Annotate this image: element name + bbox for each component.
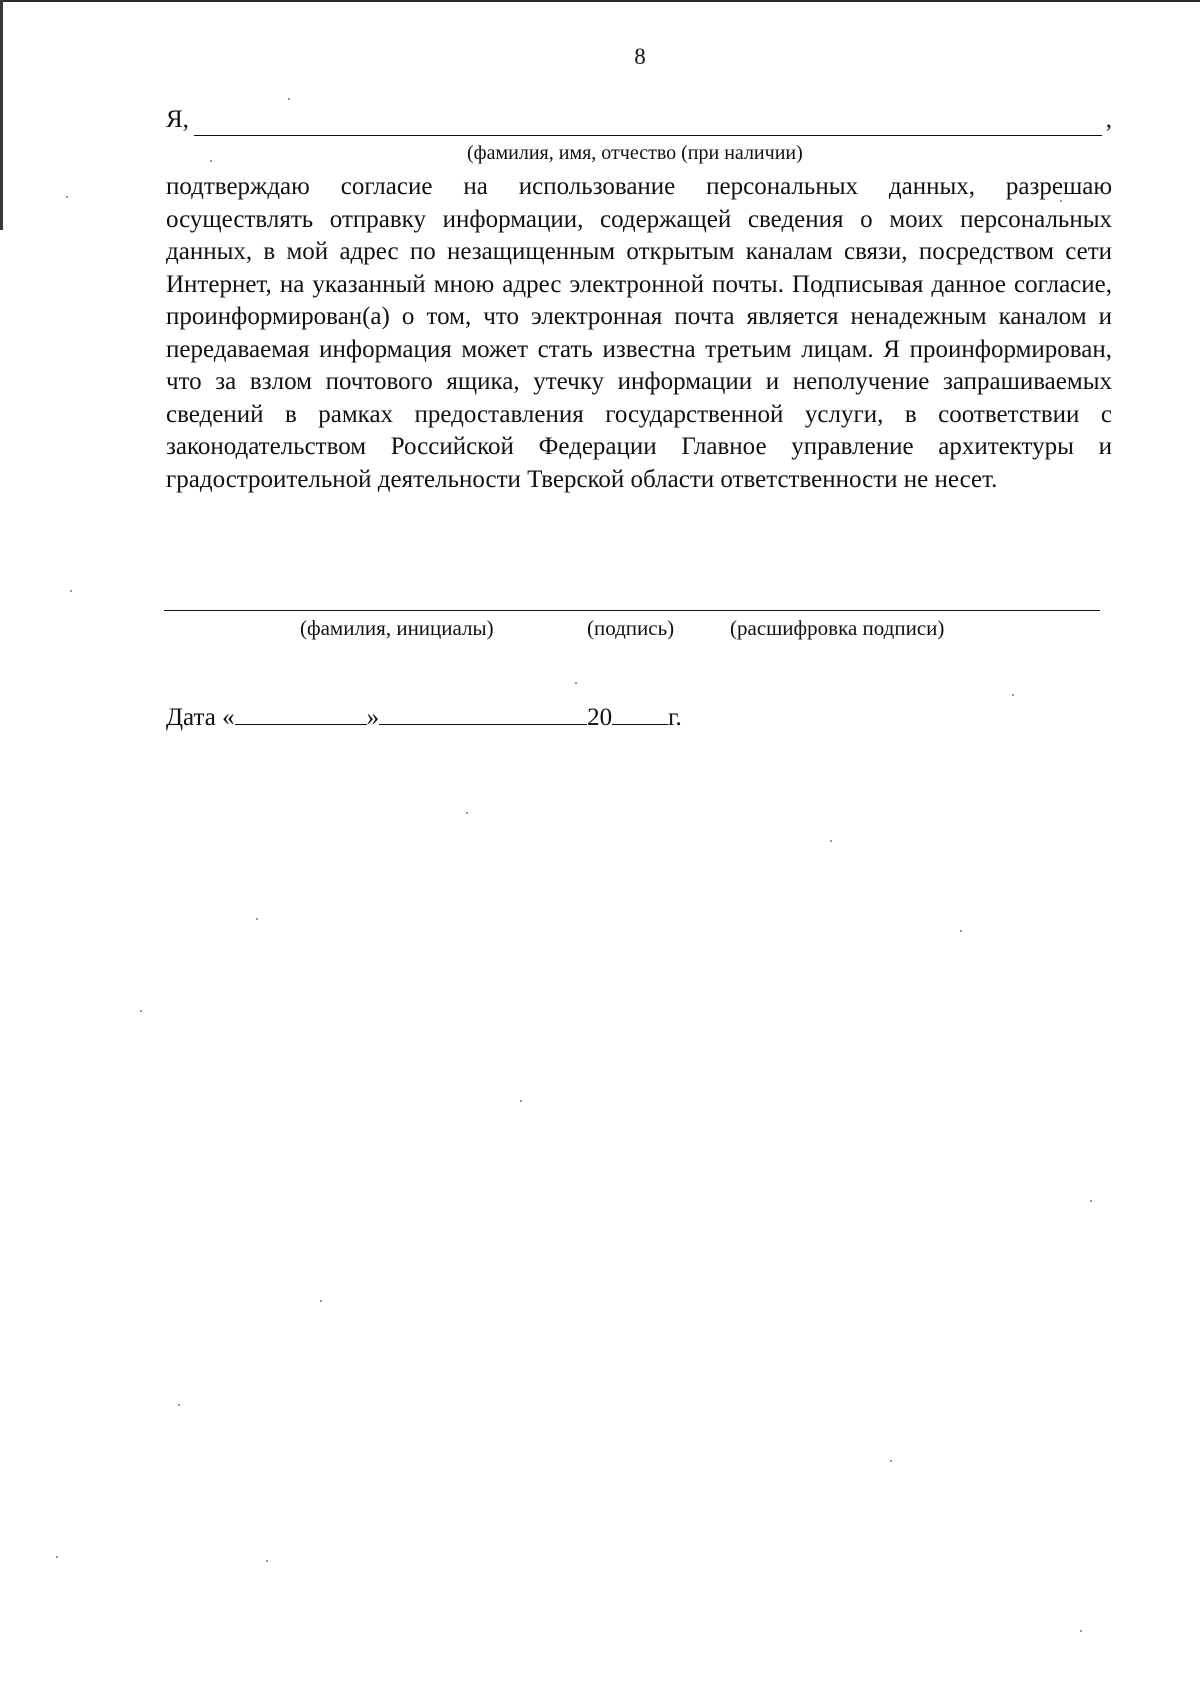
scan-speck [575, 682, 577, 684]
scan-speck [1090, 1200, 1092, 1202]
scan-speck [890, 1460, 892, 1462]
scan-speck [830, 840, 832, 842]
declarant-prefix: Я, [166, 106, 189, 133]
scan-speck [266, 1560, 268, 1562]
scan-speck [320, 1300, 322, 1302]
caption-surname-initials: (фамилия, инициалы) [300, 616, 494, 640]
scan-speck [288, 98, 290, 100]
scan-speck [1080, 1630, 1082, 1632]
scan-speck [140, 1010, 142, 1012]
date-label: Дата « [166, 704, 235, 731]
scan-speck [56, 1556, 58, 1558]
scan-speck [66, 196, 68, 198]
declarant-caption: (фамилия, имя, отчество (при наличии) [467, 142, 803, 164]
scan-speck [960, 930, 962, 932]
scan-speck [1060, 200, 1062, 202]
scan-edge-top [0, 0, 1200, 2]
scan-speck [70, 590, 72, 592]
date-year-suffix: г. [668, 704, 682, 731]
declarant-suffix: , [1105, 106, 1112, 133]
date-year-blank [612, 700, 668, 725]
date-line [166, 700, 682, 732]
signature-line [164, 610, 1100, 611]
date-century: 20 [587, 704, 613, 731]
date-month-blank [379, 700, 587, 725]
page-number: 8 [634, 44, 646, 69]
scan-edge-left [0, 0, 3, 230]
scan-speck [256, 918, 258, 920]
declarant-name-blank [194, 135, 1102, 136]
scan-speck [520, 1100, 522, 1102]
consent-paragraph: подтверждаю согласие на использование персональных данных, разрешаю осуществлять отправку информации, содержащей сведения о моих персональных данных, в мой адрес по незащищенным открытым каналам связи, посредством сети Интернет, на указанный мною адрес электронной почты. Подписывая данное согласие, проинформирован(а) о том, что электронная почта является ненадежным каналом и передаваемая информация может стать известна третьим лицам. Я проинформирован, что за взлом почтового ящика, утечку информации и неполучение запрашиваемых сведений в рамках предоставления государственной услуги, в соответствии с законодательством Российской Федерации Главное управление архитектуры и градостроительной деятельности Тверской области ответственности не несет. [166, 173, 1112, 493]
date-day-blank [235, 700, 367, 725]
scan-speck [1012, 694, 1014, 696]
date-close-quote: » [366, 704, 380, 731]
caption-signature-decoding: (расшифровка подписи) [730, 616, 945, 640]
scan-speck [178, 1404, 180, 1406]
scan-speck [210, 160, 212, 162]
caption-signature: (подпись) [587, 616, 675, 640]
declarant-line [166, 106, 1112, 138]
scan-speck [466, 812, 468, 814]
